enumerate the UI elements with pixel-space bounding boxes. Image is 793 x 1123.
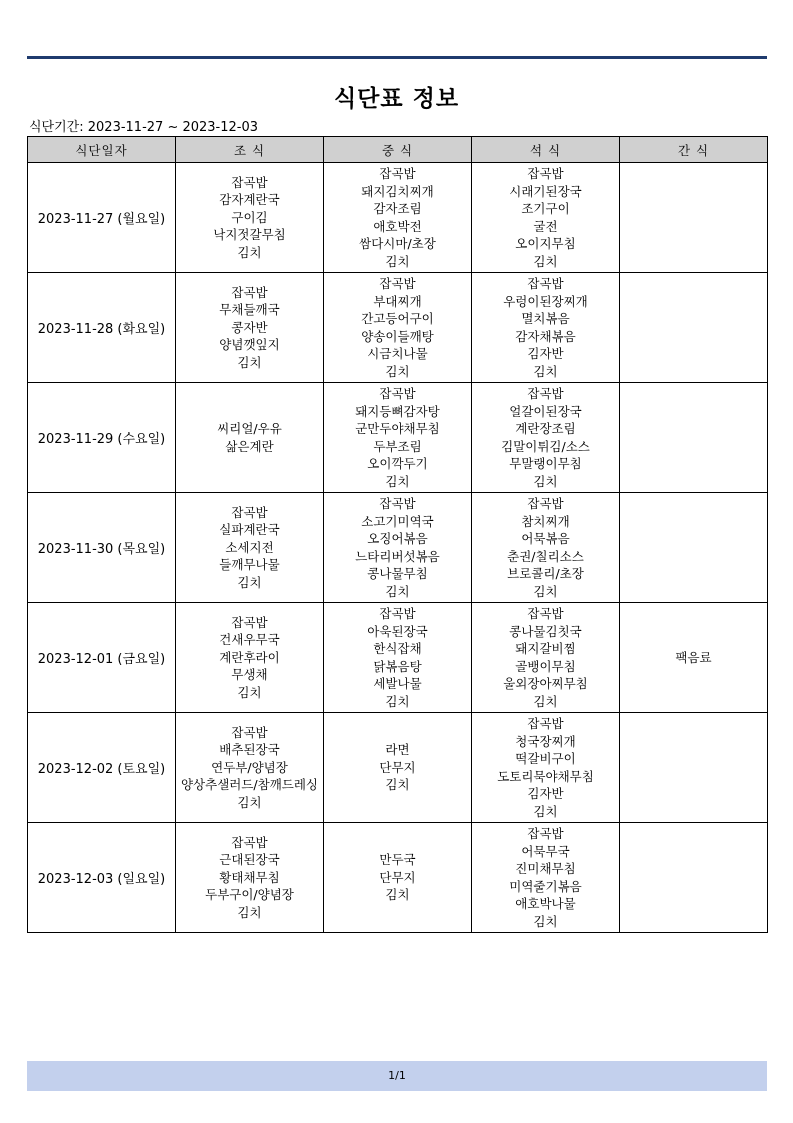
lunch-dish: 감자조림 [373,201,422,216]
lunch-dish: 김치 [385,583,410,599]
dinner-dish: 골뱅이무침 [515,658,576,674]
breakfast-dish: 소세지전 [225,539,274,555]
breakfast-dish: 콩자반 [231,319,268,335]
breakfast-cell [176,163,324,273]
dinner-dish: 우렁이된장찌개 [503,293,588,309]
lunch-dish: 라면 [385,742,410,758]
meal-period [29,116,258,135]
dinner-cell [472,383,620,493]
lunch-dish: 돼지등뼈감자탕 [355,403,440,419]
dinner-dish: 김치 [533,803,558,819]
meal-date: 2023-11-27 (월요일) [28,163,176,273]
lunch-dish: 김치 [385,693,410,709]
col-header-date: 식단일자 [28,137,176,163]
lunch-dish: 잡곡밥 [379,386,416,401]
page-number: 1/1 [388,1069,406,1082]
meal-table [27,136,768,933]
breakfast-dish: 김치 [237,574,262,590]
breakfast-cell [176,603,324,713]
dinner-dish: 김치 [533,253,558,269]
dinner-cell [472,273,620,383]
table-row [28,493,768,603]
lunch-dish: 돼지김치찌개 [361,183,434,199]
dinner-dish: 잡곡밥 [527,496,564,511]
lunch-dish: 시금치나물 [367,346,428,361]
breakfast-dish: 삶은계란 [225,438,274,454]
breakfast-dish: 무생채 [231,667,268,683]
meal-date: 2023-11-30 (목요일) [28,493,176,603]
breakfast-dish: 씨리얼/우유 [217,421,282,436]
col-header-dinner: 석 식 [472,137,620,163]
dinner-dish: 김자반 [527,346,564,361]
dinner-dish: 계란장조림 [515,421,576,436]
dinner-dish: 김치 [533,583,558,599]
dinner-dish: 어묵무국 [521,843,570,859]
col-header-breakfast: 조 식 [176,137,324,163]
lunch-dish: 단무지 [379,869,416,885]
lunch-dish: 한식잡채 [373,641,422,656]
dinner-cell [472,493,620,603]
breakfast-dish: 잡곡밥 [231,174,268,190]
breakfast-cell [176,273,324,383]
dinner-cell [472,713,620,823]
snack-cell [620,713,768,823]
lunch-dish: 소고기미역국 [361,513,434,529]
lunch-dish: 양송이들깨탕 [361,328,434,344]
dinner-dish: 잡곡밥 [527,826,564,841]
meal-date: 2023-12-02 (토요일) [28,713,176,823]
lunch-dish: 간고등어구이 [361,311,434,326]
breakfast-dish: 감자계란국 [219,192,280,208]
breakfast-cell [176,823,324,933]
lunch-dish: 잡곡밥 [379,496,416,511]
meal-period-label: 식단기간: [29,120,84,135]
dinner-dish: 무말랭이무침 [509,456,582,471]
dinner-dish: 시래기된장국 [509,183,582,199]
lunch-dish: 오징어볶음 [367,531,428,546]
breakfast-dish: 김치 [237,354,262,370]
breakfast-dish: 잡곡밥 [231,614,268,630]
snack-cell [620,493,768,603]
snack-cell [620,603,768,713]
breakfast-cell [176,493,324,603]
table-header-row [28,137,768,163]
col-header-lunch: 중 식 [324,137,472,163]
breakfast-dish: 황태채무침 [219,869,280,885]
dinner-dish: 김치 [533,363,558,379]
snack-cell [620,383,768,493]
dinner-dish: 잡곡밥 [527,276,564,291]
snack-cell [620,823,768,933]
lunch-dish: 잡곡밥 [379,606,416,621]
dinner-dish: 춘권/칠리소스 [507,548,584,564]
dinner-dish: 김치 [533,693,558,709]
dinner-dish: 김자반 [527,786,564,801]
breakfast-dish: 김치 [237,244,262,260]
table-row [28,383,768,493]
meal-period-value: 2023-11-27 ~ 2023-12-03 [87,120,259,135]
snack-dish: 팩음료 [675,649,712,665]
table-row [28,823,768,933]
breakfast-dish: 양상추샐러드/참깨드레싱 [180,777,319,793]
lunch-dish: 애호박전 [373,218,422,234]
lunch-dish: 김치 [385,253,410,269]
dinner-dish: 잡곡밥 [527,166,564,181]
dinner-dish: 브로콜리/초장 [507,566,584,581]
dinner-cell [472,163,620,273]
lunch-cell [324,163,472,273]
breakfast-dish: 양념깻잎지 [219,337,280,353]
lunch-dish: 잡곡밥 [379,166,416,181]
lunch-cell [324,603,472,713]
breakfast-dish: 김치 [237,684,262,700]
dinner-dish: 애호박나물 [515,896,576,911]
breakfast-dish: 낙지젓갈무침 [213,227,286,243]
lunch-dish: 세발나물 [373,676,422,691]
lunch-dish: 단무지 [379,759,416,775]
dinner-dish: 진미채무침 [515,861,576,876]
lunch-dish: 김치 [385,887,410,903]
col-header-snack: 간 식 [620,137,768,163]
dinner-dish: 김치 [533,473,558,489]
breakfast-dish: 계란후라이 [219,649,280,665]
breakfast-dish: 잡곡밥 [231,504,268,520]
breakfast-dish: 들깨무나물 [219,557,280,573]
breakfast-dish: 잡곡밥 [231,834,268,850]
dinner-dish: 참치찌개 [521,513,570,529]
breakfast-dish: 잡곡밥 [231,724,268,740]
breakfast-dish: 잡곡밥 [231,284,268,300]
dinner-dish: 미역줄기볶음 [509,878,582,894]
lunch-cell [324,823,472,933]
breakfast-dish: 두부구이/양념장 [205,887,294,903]
dinner-dish: 얼갈이된장국 [509,403,582,419]
breakfast-dish: 건새우무국 [219,632,280,648]
lunch-dish: 닭볶음탕 [373,658,422,674]
breakfast-dish: 배추된장국 [219,742,280,758]
dinner-dish: 조기구이 [521,201,570,216]
dinner-cell [472,823,620,933]
dinner-dish: 굴전 [533,218,558,234]
lunch-dish: 잡곡밥 [379,276,416,291]
meal-date: 2023-11-29 (수요일) [28,383,176,493]
breakfast-dish: 연두부/양념장 [211,759,288,775]
lunch-cell [324,713,472,823]
dinner-dish: 청국장찌개 [515,733,576,749]
dinner-dish: 오이지무침 [515,236,576,251]
breakfast-dish: 근대된장국 [219,852,280,868]
lunch-cell [324,493,472,603]
lunch-dish: 만두국 [379,852,416,868]
footer-bar [27,1061,767,1091]
dinner-dish: 어묵볶음 [521,531,570,546]
lunch-dish: 부대찌개 [373,293,422,309]
lunch-cell [324,383,472,493]
lunch-dish: 김치 [385,777,410,793]
breakfast-dish: 김치 [237,904,262,920]
breakfast-dish: 김치 [237,794,262,810]
meal-date: 2023-12-01 (금요일) [28,603,176,713]
breakfast-cell [176,713,324,823]
table-row [28,713,768,823]
dinner-dish: 감자채볶음 [515,328,576,344]
table-row [28,273,768,383]
lunch-dish: 김치 [385,363,410,379]
dinner-dish: 잡곡밥 [527,606,564,621]
breakfast-dish: 실파계란국 [219,522,280,538]
lunch-dish: 느타리버섯볶음 [355,548,440,564]
table-row [28,603,768,713]
page-title: 식단표 정보 [333,86,460,112]
snack-cell [620,273,768,383]
snack-cell [620,163,768,273]
dinner-dish: 김말이튀김/소스 [501,438,590,454]
lunch-dish: 두부조림 [373,438,422,454]
dinner-dish: 떡갈비구이 [515,751,576,766]
table-row [28,163,768,273]
lunch-dish: 군만두야채무침 [355,421,440,436]
dinner-cell [472,603,620,713]
lunch-dish: 김치 [385,473,410,489]
dinner-dish: 잡곡밥 [527,716,564,731]
lunch-dish: 쌈다시마/초장 [359,236,436,251]
breakfast-dish: 구이김 [231,209,268,225]
breakfast-cell [176,383,324,493]
lunch-cell [324,273,472,383]
lunch-dish: 오이깍두기 [367,456,428,471]
dinner-dish: 잡곡밥 [527,386,564,401]
lunch-dish: 아욱된장국 [367,623,428,639]
dinner-dish: 멸치볶음 [521,311,570,326]
dinner-dish: 돼지갈비찜 [515,641,576,656]
meal-date: 2023-11-28 (화요일) [28,273,176,383]
dinner-dish: 도토리묵야채무침 [497,768,594,784]
lunch-dish: 콩나물무침 [367,566,428,581]
dinner-dish: 울외장아찌무침 [503,676,588,691]
breakfast-dish: 무채들깨국 [219,302,280,318]
meal-date: 2023-12-03 (일요일) [28,823,176,933]
meal-table-body [28,163,768,933]
dinner-dish: 김치 [533,913,558,929]
dinner-dish: 콩나물김칫국 [509,623,582,639]
top-rule [27,56,767,59]
